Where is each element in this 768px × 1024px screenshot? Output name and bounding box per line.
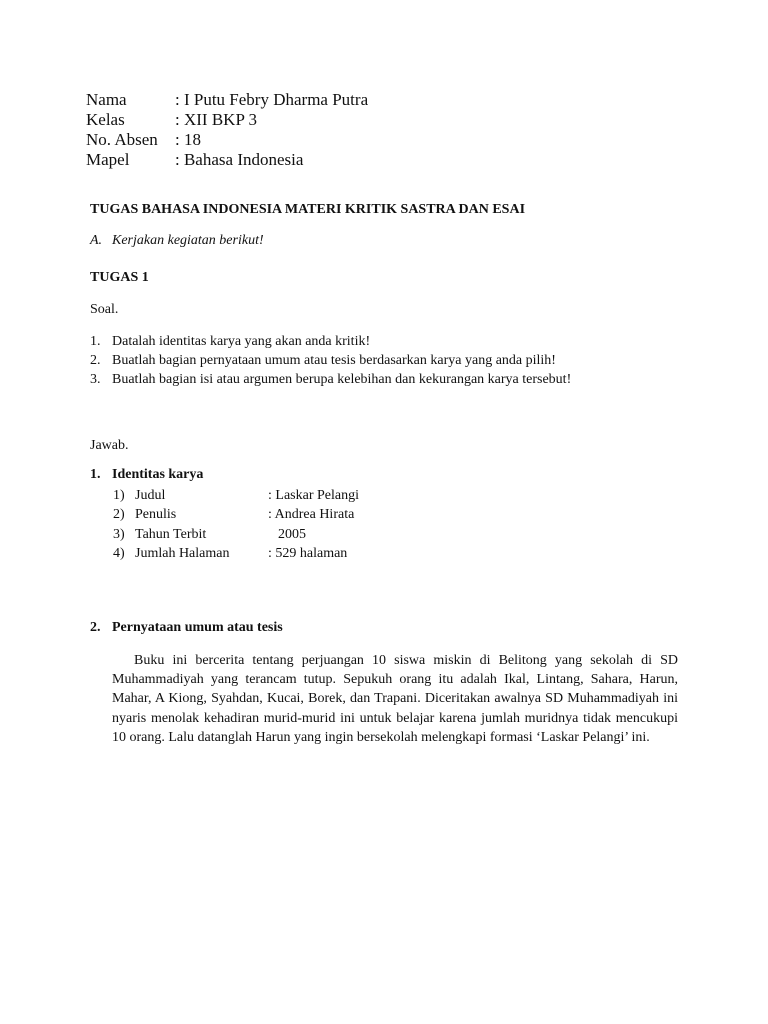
item-label <box>113 486 165 505</box>
item-number: 2) <box>113 507 125 523</box>
section-2-heading <box>90 620 283 636</box>
item-label <box>113 505 176 524</box>
identity-header <box>86 90 368 170</box>
question-number: 2. <box>90 353 101 368</box>
identity-value: : I Putu Febry Dharma Putra <box>175 90 369 109</box>
identity-value: : Bahasa Indonesia <box>175 150 304 169</box>
document-title: TUGAS BAHASA INDONESIA MATERI KRITIK SASTRA DAN ESAI <box>90 202 526 217</box>
section-number: 2. <box>90 620 101 635</box>
item-label <box>113 544 229 563</box>
list-item <box>90 351 571 370</box>
task-heading: TUGAS 1 <box>90 270 149 285</box>
list-item <box>90 332 571 351</box>
section-title: Pernyataan umum atau tesis <box>112 620 283 635</box>
paragraph <box>112 651 678 747</box>
item-value: 2005 <box>278 526 306 542</box>
item-value: : Andrea Hirata <box>268 507 355 523</box>
question-text: Buatlah bagian isi atau argumen berupa kelebihan dan kekurangan karya tersebut! <box>112 372 572 387</box>
item-label-text: Tahun Terbit <box>135 526 207 542</box>
instruction-text: Kerjakan kegiatan berikut! <box>112 233 264 248</box>
identity-karya-list <box>113 486 433 564</box>
question-text: Datalah identitas karya yang akan anda kritik! <box>112 334 371 349</box>
identity-row-kelas <box>86 110 368 130</box>
section-1-heading <box>90 467 203 483</box>
section-title: Identitas karya <box>112 467 204 482</box>
question-text: Buatlah bagian pernyataan umum atau tesis berdasarkan karya yang anda pilih! <box>112 353 556 368</box>
jawab-label: Jawab. <box>90 438 129 453</box>
list-item <box>90 370 571 389</box>
item-label-text: Penulis <box>135 507 177 523</box>
question-number: 1. <box>90 334 101 349</box>
identity-value: : 18 <box>175 130 201 149</box>
list-item <box>113 505 433 524</box>
list-item <box>113 486 433 505</box>
list-item <box>113 544 433 563</box>
item-value: : 529 halaman <box>268 546 348 562</box>
item-number: 4) <box>113 546 125 562</box>
list-item <box>113 525 433 544</box>
section-number: 1. <box>90 467 101 482</box>
question-number: 3. <box>90 372 101 387</box>
item-label-text: Judul <box>135 488 166 503</box>
item-value: : Laskar Pelangi <box>268 488 359 503</box>
soal-label: Soal. <box>90 302 119 317</box>
instruction-marker: A. <box>90 233 103 248</box>
identity-key: Kelas <box>86 110 125 129</box>
identity-row-nama <box>86 90 368 110</box>
instruction <box>90 231 264 250</box>
identity-key: Mapel <box>86 150 130 169</box>
item-label-text: Jumlah Halaman <box>135 546 230 562</box>
item-number: 1) <box>113 488 125 503</box>
question-list <box>90 332 571 389</box>
paragraph-text: Buku ini bercerita tentang perjuangan 10 siswa miskin di Belitong yang sekolah di SD Muhammadiyah yang terancam tutup. Sepukuh orang itu adalah Ikal, Lintang, Sahara, Harun, Mahar, A Kiong, Syahdan, Kucai, Borek, dan Trapani. Diceritakan awalnya SD Muhammadiyah ini nyaris menolak kehadiran murid-murid ini untuk belajar karena jumlah muridnya tidak mencukupi 10 orang. Lalu datanglah Harun yang ingin bersekolah melengkapi formasi ‘Laskar Pelangi’ ini. <box>112 653 678 745</box>
identity-value: : XII BKP 3 <box>175 110 258 129</box>
item-number: 3) <box>113 526 125 542</box>
identity-key: No. Absen <box>86 130 158 149</box>
identity-row-absen <box>86 130 368 150</box>
item-label <box>113 525 206 544</box>
identity-row-mapel <box>86 150 368 170</box>
identity-key: Nama <box>86 90 127 109</box>
